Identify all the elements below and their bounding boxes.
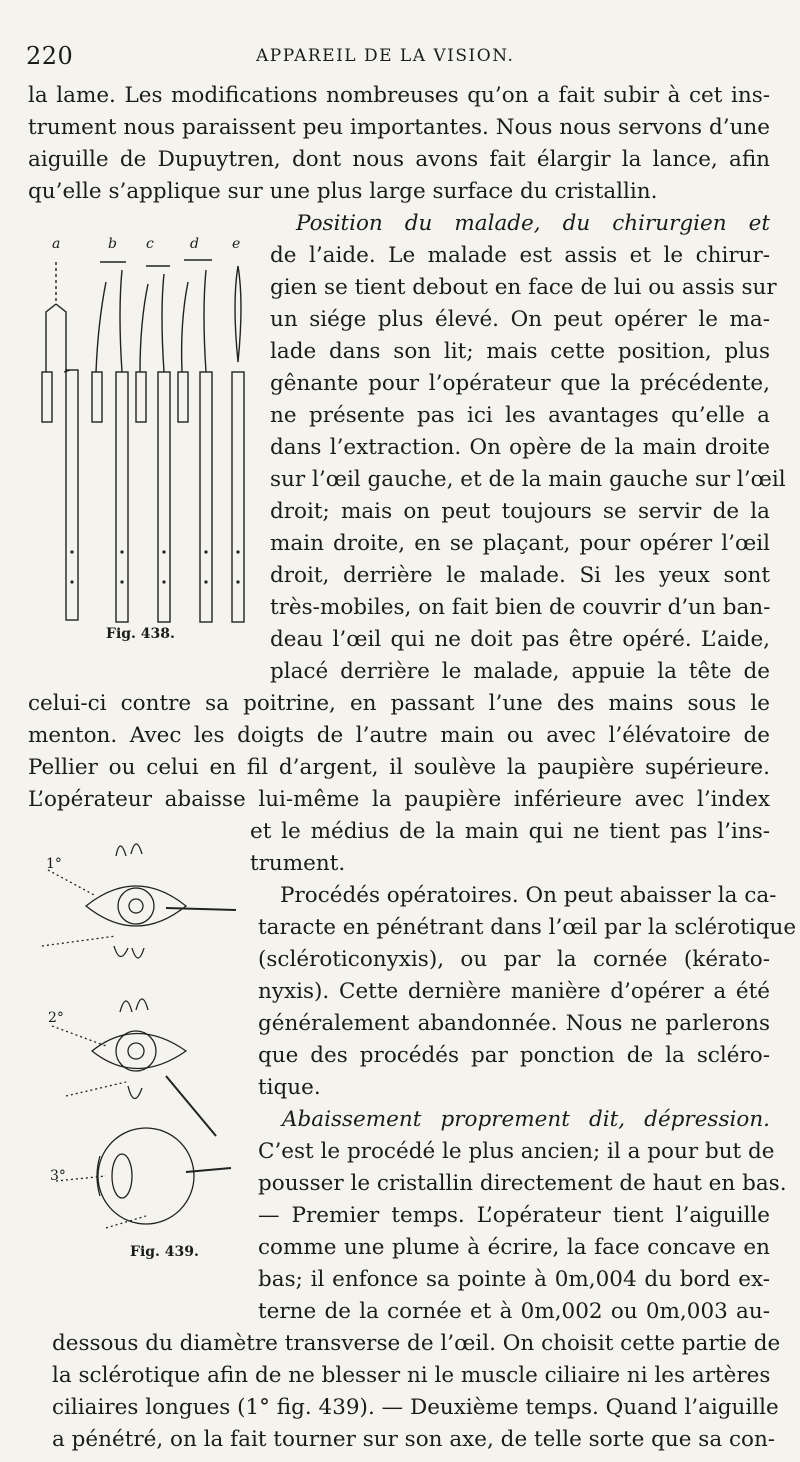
text-line: dans l’extraction. On opère de la main droite [270,435,770,460]
text-line: placé derrière le malade, appuie la tête de [270,659,770,684]
text-line: droit; mais on peut toujours se servir de la [270,499,770,524]
eye-diagrams-illustration [36,836,246,1236]
text-line: tique. [258,1075,321,1100]
text-line: pousser le cristallin directement de haut en bas. [258,1171,787,1196]
figure-label-1: 1° [46,856,62,872]
text-line: deau l’œil qui ne doit pas être opéré. L’aide, [270,627,770,652]
text-line-italic-heading: Abaissement proprement dit, dépression. [282,1107,770,1132]
text-line: a pénétré, on la fait tourner sur son axe, de telle sorte que sa con- [52,1427,776,1452]
text-line: sur l’œil gauche, et de la main gauche sur l’œil [270,467,786,492]
text-line: trument nous paraissent peu importantes. Nous nous servons d’une [28,115,770,140]
text-line: taracte en pénétrant dans l’œil par la sclérotique [258,915,797,940]
needles-illustration [36,252,266,632]
text-line: trument. [250,851,346,876]
text-line: bas; il enfonce sa pointe à 0m,004 du bord ex- [258,1267,770,1292]
text-line: — Premier temps. L’opérateur tient l’aiguille [258,1203,770,1228]
figure-label-c: c [146,236,154,252]
text-line: gênante pour l’opérateur que la précédente, [270,371,770,396]
figure-label-3: 3° [50,1168,66,1184]
figure-438-caption: Fig. 438. [106,626,175,642]
figure-label-e: e [232,236,241,252]
text-line: généralement abandonnée. Nous ne parlerons [258,1011,770,1036]
figure-label-d: d [190,236,199,252]
text-line: que des procédés par ponction de la scléro- [258,1043,770,1068]
text-line: gien se tient debout en face de lui ou assis sur [270,275,777,300]
text-line: ciliaires longues (1° fig. 439). — Deuxième temps. Quand l’aiguille [52,1395,779,1420]
running-title: APPAREIL DE LA VISION. [256,46,515,66]
text-line: lade dans son lit; mais cette position, plus [270,339,770,364]
text-line: droit, derrière le malade. Si les yeux sont [270,563,770,588]
text-line: un siége plus élevé. On peut opérer le ma- [270,307,770,332]
text-line-italic-heading: Position du malade, du chirurgien et [296,211,770,236]
figure-439-caption: Fig. 439. [130,1244,199,1260]
text-line: nyxis). Cette dernière manière d’opérer a été [258,979,770,1004]
text-line: dessous du diamètre transverse de l’œil. On choisit cette partie de [52,1331,781,1356]
text-line: main droite, en se plaçant, pour opérer l’œil [270,531,770,556]
figure-label-2: 2° [48,1010,64,1026]
text-line: qu’elle s’applique sur une plus large surface du cristallin. [28,179,658,204]
text-line: la lame. Les modifications nombreuses qu’on a fait subir à cet ins- [28,83,770,108]
text-line [280,880,777,912]
text-line: ne présente pas ici les avantages qu’elle a [270,403,770,428]
text-line: de l’aide. Le malade est assis et le chirur- [270,243,770,268]
figure-label-a: a [52,236,61,252]
text-line: la sclérotique afin de ne blesser ni le muscle ciliaire ni les artères [52,1363,771,1388]
italic-heading: Procédés opératoires. On peut abaisser la ca- [280,883,777,908]
text-line: terne de la cornée et à 0m,002 ou 0m,003 au- [258,1299,770,1324]
text-line: (scléroticonyxis), ou par la cornée (kérato- [258,947,770,972]
text-line: Pellier ou celui en fil d’argent, il soulève la paupière supérieure. [28,755,770,780]
text-line: très-mobiles, on fait bien de couvrir d’un ban- [270,595,771,620]
text-line: menton. Avec les doigts de l’autre main ou avec l’élévatoire de [28,723,770,748]
figure-label-b: b [108,236,117,252]
text-line: celui-ci contre sa poitrine, en passant l’une des mains sous le [28,691,770,716]
text-line: aiguille de Dupuytren, dont nous avons fait élargir la lance, afin [28,147,770,172]
page-number: 220 [26,42,74,70]
text-line: et le médius de la main qui ne tient pas l’ins- [250,819,770,844]
page-header [26,38,786,70]
text-line: C’est le procédé le plus ancien; il a pour but de [258,1139,775,1164]
text-line: L’opérateur abaisse lui-même la paupière inférieure avec l’index [28,787,770,812]
text-line: comme une plume à écrire, la face concave en [258,1235,770,1260]
